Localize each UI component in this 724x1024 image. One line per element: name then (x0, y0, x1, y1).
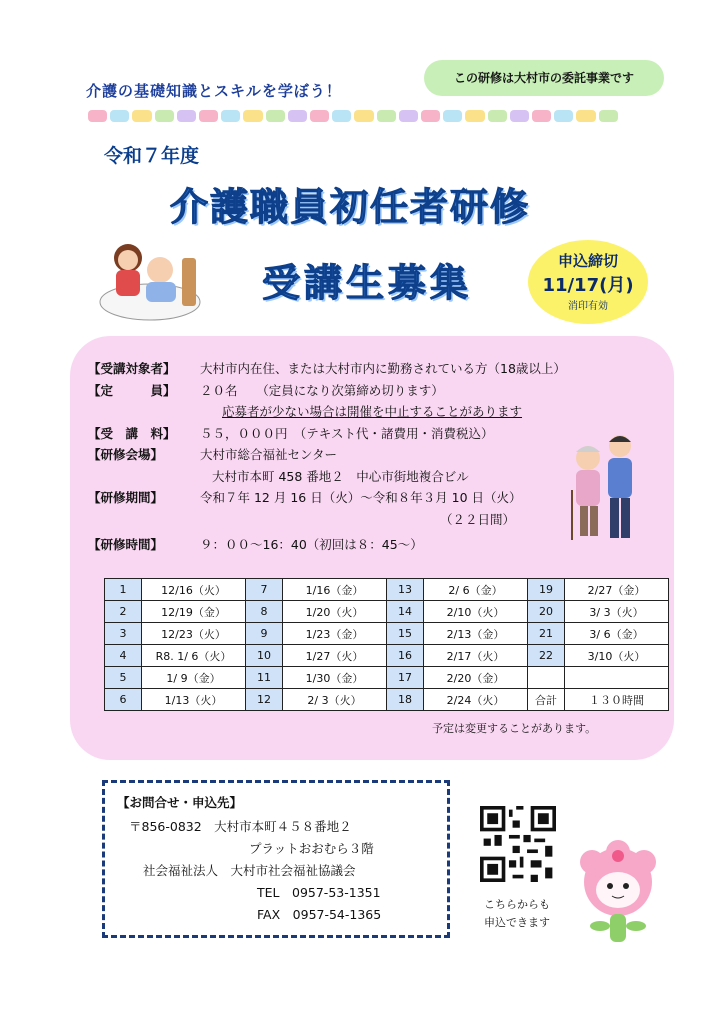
session-date: 2/17（火） (424, 645, 528, 667)
session-number: 10 (246, 645, 283, 667)
session-number: 4 (105, 645, 142, 667)
contact-fax: FAX 0957-54-1365 (257, 907, 382, 922)
deadline-label: 申込締切 (557, 252, 618, 270)
tagline: 介護の基礎知識とスキルを学ぼう！ (86, 82, 342, 100)
period-label: 【研修期間】 (88, 490, 164, 505)
qr-note-line2: 申込できます (484, 916, 550, 929)
session-date: 1/20（火） (283, 601, 387, 623)
hours-label: 【研修時間】 (88, 537, 164, 552)
capacity-note: 応募者が少ない場合は開催を中止することがあります (222, 404, 523, 419)
session-date: 12/23（火） (142, 623, 246, 645)
session-number: 8 (246, 601, 283, 623)
caregiver-illustration-icon (98, 232, 202, 324)
session-date: 2/20（金） (424, 667, 528, 689)
target-label: 【受講対象者】 (88, 361, 176, 376)
qr-note-line1: こちらからも (484, 898, 550, 911)
session-date: １３０時間 (565, 689, 669, 711)
schedule-row (105, 667, 669, 689)
schedule-row (105, 623, 669, 645)
contact-org: 社会福祉法人 大村市社会福祉協議会 (143, 863, 356, 878)
decorative-border (88, 110, 618, 122)
schedule-row (105, 579, 669, 601)
venue-label: 【研修会場】 (88, 447, 164, 462)
contact-building: プラットおおむら３階 (249, 841, 374, 856)
commission-note: この研修は大村市の委託事業です (424, 60, 664, 96)
deadline-badge (528, 240, 648, 324)
session-date: 2/ 3（火） (283, 689, 387, 711)
schedule-note: 予定は変更することがあります。 (432, 722, 597, 735)
session-number (528, 667, 565, 689)
session-date: 2/ 6（金） (424, 579, 528, 601)
venue-address: 大村市本町 458 番地２ 中心市街地複合ビル (212, 468, 469, 484)
session-date: 2/27（金） (565, 579, 669, 601)
session-number: 16 (387, 645, 424, 667)
session-number: 11 (246, 667, 283, 689)
session-date: 2/10（火） (424, 601, 528, 623)
session-number: 12 (246, 689, 283, 711)
session-date: 1/13（火） (142, 689, 246, 711)
session-date: 1/23（金） (283, 623, 387, 645)
session-number: 22 (528, 645, 565, 667)
session-date: R8. 1/ 6（火） (142, 645, 246, 667)
fee-value: ５５，０００円 （テキスト代・諸費用・消費税込） (200, 425, 494, 441)
session-number: 17 (387, 667, 424, 689)
deadline-note: 消印有効 (568, 301, 608, 312)
session-date: 12/16（火） (142, 579, 246, 601)
session-date: 3/ 6（金） (565, 623, 669, 645)
session-number: 3 (105, 623, 142, 645)
contact-tel: TEL 0957-53-1351 (257, 885, 381, 900)
session-number: 6 (105, 689, 142, 711)
session-number: 2 (105, 601, 142, 623)
target-value: 大村市内在住、または大村市内に勤務されている方（18歳以上） (200, 361, 566, 376)
venue-value: 大村市総合福祉センター (200, 447, 338, 462)
session-date: 1/27（火） (283, 645, 387, 667)
hours-value: ９：００〜16：40（初回は８：45〜） (200, 537, 423, 552)
session-number: 9 (246, 623, 283, 645)
period-value: 令和７年 12 月 16 日（火）〜令和８年３月 10 日（火） (200, 490, 522, 505)
schedule-row (105, 689, 669, 711)
fee-label: 【受 講 料】 (88, 425, 176, 441)
period-days: （２２日間） (440, 511, 516, 527)
session-number: 14 (387, 601, 424, 623)
qr-code-icon[interactable] (480, 806, 556, 882)
session-date: 3/ 3（火） (565, 601, 669, 623)
session-number: 合計 (528, 689, 565, 711)
schedule-row (105, 645, 669, 667)
fiscal-year: 令和７年度 (104, 145, 200, 167)
session-date: 12/19（金） (142, 601, 246, 623)
session-date: 1/ 9（金） (142, 667, 246, 689)
elderly-walking-illustration-icon (568, 430, 640, 546)
contact-box (102, 780, 450, 938)
capacity-label: 【定 員】 (88, 382, 176, 398)
capacity-value: ２０名 （定員になり次第締め切ります） (200, 382, 444, 398)
session-date: 1/30（金） (283, 667, 387, 689)
session-date: 3/10（火） (565, 645, 669, 667)
session-number: 5 (105, 667, 142, 689)
page-subtitle: 受講生募集 (262, 261, 473, 305)
session-date: 1/16（金） (283, 579, 387, 601)
session-number: 18 (387, 689, 424, 711)
session-number: 21 (528, 623, 565, 645)
session-number: 7 (246, 579, 283, 601)
contact-heading: 【お問合せ・申込先】 (117, 795, 243, 810)
session-date: 2/24（火） (424, 689, 528, 711)
session-number: 1 (105, 579, 142, 601)
session-number: 15 (387, 623, 424, 645)
flower-mascot-icon (570, 840, 666, 950)
deadline-date: 11/17(月) (542, 275, 634, 296)
qr-note (484, 896, 550, 932)
contact-postal: 〒856-0832 大村市本町４５８番地２ (129, 819, 352, 834)
page-title: 介護職員初任者研修 (170, 185, 531, 229)
schedule-table (104, 578, 669, 711)
session-number: 20 (528, 601, 565, 623)
course-info (88, 358, 566, 556)
session-number: 19 (528, 579, 565, 601)
session-date (565, 667, 669, 689)
schedule-row (105, 601, 669, 623)
session-date: 2/13（金） (424, 623, 528, 645)
session-number: 13 (387, 579, 424, 601)
